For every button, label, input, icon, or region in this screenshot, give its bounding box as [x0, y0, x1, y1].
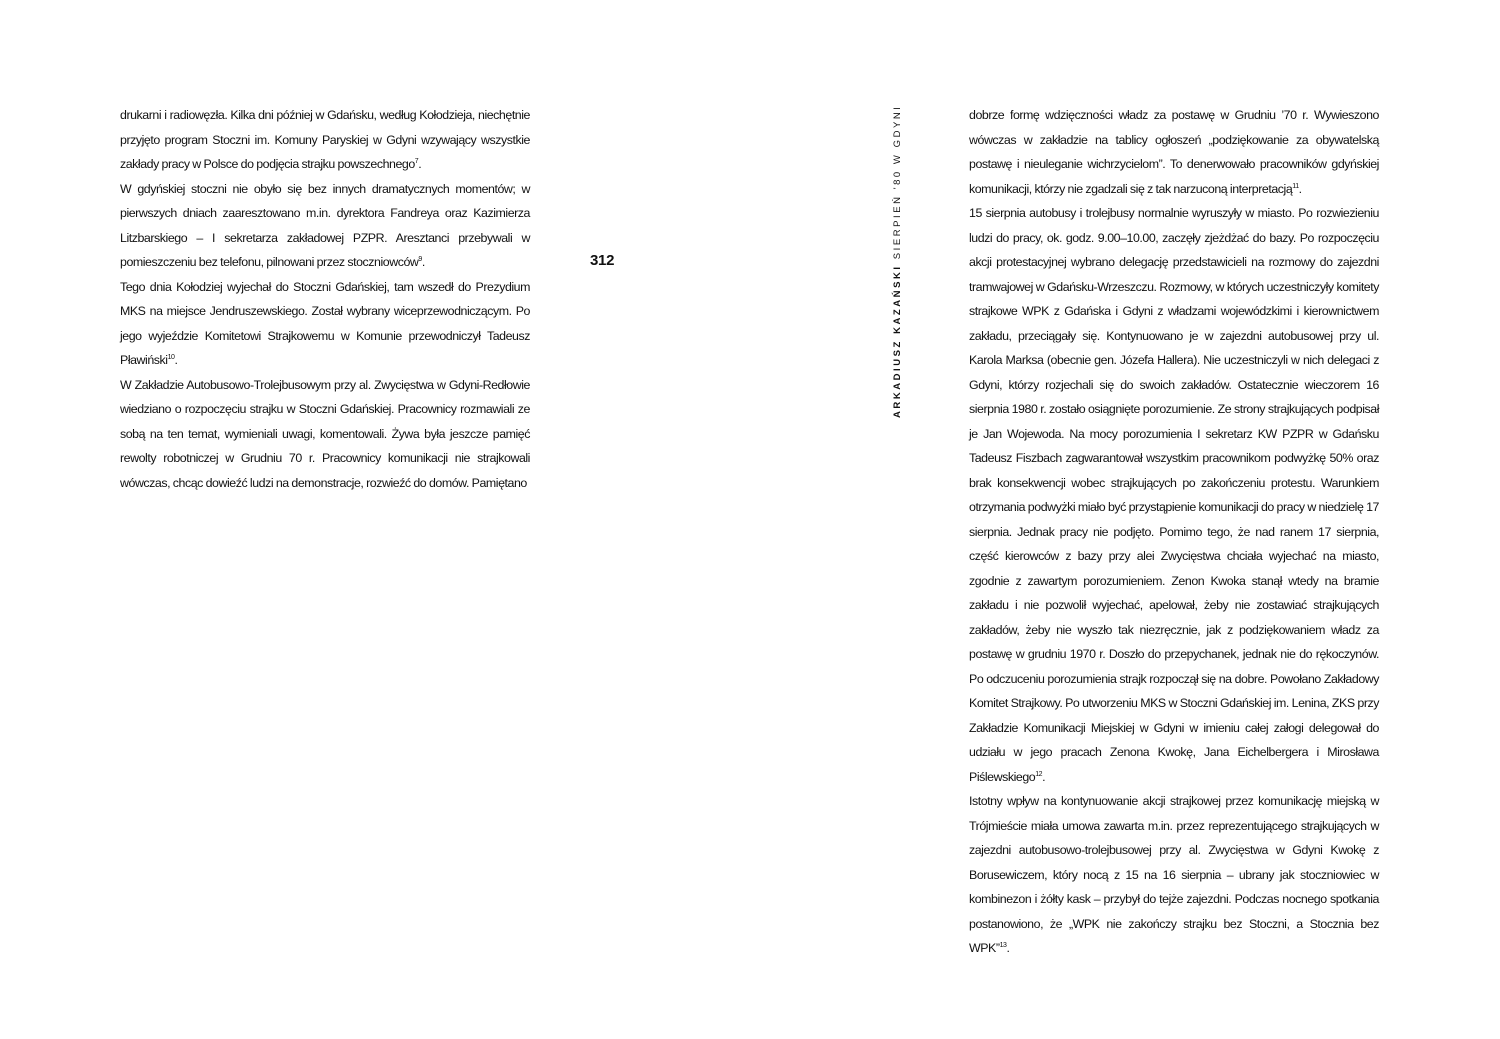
footnote-ref[interactable]: 13 [999, 942, 1007, 949]
left-paragraph-4: W Zakładzie Autobusowo-Trolejbusowym przy al. Zwycięstwa w Gdyni-Redłowie wiedziano o rozpoczęciu strajku w Stoczni Gdańskiej. Pracownicy rozmawiali ze sobą na ten temat, wymieniali uwagi, komentowali. Żywa była jeszcze pamięć rewolty robotniczej w Grudniu 70 r. Pracownicy komunikacji nie strajkowali wówczas, chcąc dowieźć ludzi na demonstracje, rozwieźć do domów. Pamiętano [120, 377, 530, 490]
running-head-author: ARKADIUSZ KAZAŃSKI [892, 264, 903, 418]
footnote-ref[interactable]: 11 [1292, 182, 1299, 190]
running-head [892, 105, 903, 418]
left-paragraph-3: Tego dnia Kołodziej wyjechał do Stoczni Gdańskiej, tam wszedł do Prezydium MKS na miejsce Jendruszewskiego. Został wybrany wiceprzewodniczącym. Po jego wyjeździe Komitetowi Strajkowemu w Komunie przewodniczył Tadeusz Pławiński$^{10}$. [120, 279, 530, 367]
footnote-ref[interactable]: 9 [418, 256, 422, 263]
footnote-ref[interactable]: 10 [167, 354, 175, 361]
right-page-body [969, 103, 1379, 961]
footnote-ref[interactable]: 7 [414, 158, 419, 165]
right-paragraph-3: Istotny wpływ na kontynuowanie akcji strajkowej przez komunikację miejską w Trójmieście miała umowa zawarta m.in. przez reprezentującego strajkujących w zajezdni autobusowo-trolejbusowej przy al. Zwycięstwa w Gdyni Kwokę z Borusewiczem, który nocą z 15 na 16 sierpnia – ubrany jak stoczniowiec w kombinezon i żółty kask – przybył do tejże zajezdni. Podczas nocnego spotkania postanowiono, że „WPK nie zakończy strajku bez Stoczni, a Stocznia bez WPK”$^{13}$. [969, 794, 1379, 955]
page-number: 312 [590, 252, 615, 269]
footnote-ref[interactable]: 12 [1035, 770, 1043, 778]
left-paragraph-2: W gdyńskiej stoczni nie obyło się bez innych dramatycznych momentów; w pierwszych dniach zaaresztowano m.in. dyrektora Fandreya oraz Kazimierza Litzbarskiego – I sekretarza zakładowej PZPR. Aresztanci przebywali w pomieszczeniu bez telefonu, pilnowani przez stoczniowców$^9$. [120, 181, 530, 269]
right-paragraph-1: dobrze formę wdzięczności władz za postawę w Grudniu ’70 r. Wywieszono wówczas w zakładzie na tablicy ogłoszeń „podziękowanie za obywatelską postawę i nieuleganie wichrzycielom”. To denerwowało pracowników gdyńskiej komunikacji, którzy nie zgadzali się z tak narzuconą interpretacją$^{11}$. [969, 108, 1379, 196]
running-head-title: SIERPIEŃ '80 W GDYNI [892, 104, 903, 260]
left-paragraph-1: drukarni i radiowęzła. Kilka dni później w Gdańsku, według Kołodzieja, niechętnie przyjęto program Stoczni im. Komuny Paryskiej w Gdyni wzywający wszystkie zakłady pracy w Polsce do podjęcia strajku powszechnego$^7$. [120, 108, 530, 171]
left-page-body [120, 103, 530, 495]
right-paragraph-2: 15 sierpnia autobusy i trolejbusy normalnie wyruszyły w miasto. Po rozwiezieniu ludzi do pracy, ok. godz. 9.00–10.00, zaczęły zjeżdżać do bazy. Po rozpoczęciu akcji protestacyjnej wybrano delegację przedstawicieli na rozmowy do zajezdni tramwajowej w Gdańsku-Wrzeszczu. Rozmowy, w których uczestniczyły komitety strajkowe WPK z Gdańska i Gdyni z władzami wojewódzkimi i kierownictwem zakładu, przeciągały się. Kontynuowano je w zajezdni autobusowej przy ul. Karola Marksa (obecnie gen. Józefa Hallera). Nie uczestniczyli w nich delegaci z Gdyni, którzy rozjechali się do swoich zakładów. Ostatecznie wieczorem 16 sierpnia 1980 r. zostało osiągnięte porozumienie. Ze strony strajkujących podpisał je Jan Wojewoda. Na mocy porozumienia I sekretarz KW PZPR w Gdańsku Tadeusz Fiszbach zagwarantował wszystkim pracownikom podwyżkę 50% oraz brak konsekwencji wobec strajkujących po zakończeniu protestu. Warunkiem otrzymania podwyżki miało być przystąpienie komunikacji do pracy w niedzielę 17 sierpnia. Jednak pracy nie podjęto. Pomimo tego, że nad ranem 17 sierpnia, część kierowców z bazy przy alei Zwycięstwa chciała wyjechać na miasto, zgodnie z zawartym porozumieniem. Zenon Kwoka stanął wtedy na bramie zakładu i nie pozwolił wyjechać, apelował, żeby nie zostawiać strajkujących zakładów, żeby nie wyszło tak niezręcznie, jak z podziękowaniem władz za postawę w grudniu 1970 r. Doszło do przepychanek, jednak nie do rękoczynów. Po odczuceniu porozumienia strajk rozpoczął się na dobre. Powołano Zakładowy Komitet Strajkowy. Po utworzeniu MKS w Stoczni Gdańskiej im. Lenina, ZKS przy Zakładzie Komunikacji Miejskiej w Gdyni w imieniu całej załogi delegował do udziału w jego pracach Zenona Kwokę, Jana Eichelbergera i Mirosława Piślewskiego$^{12}$. [969, 206, 1379, 784]
